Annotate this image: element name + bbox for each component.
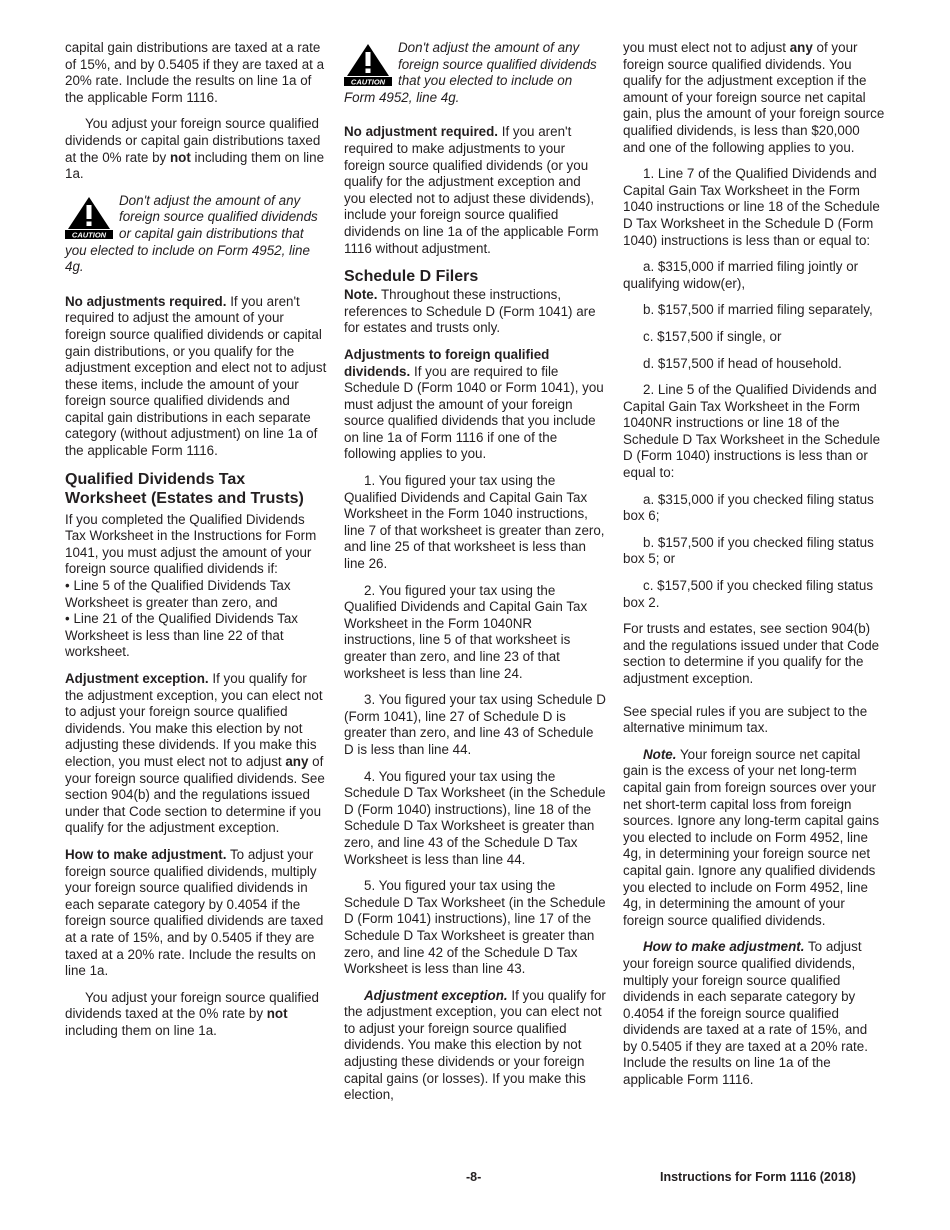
text: including them on line 1a.: [65, 149, 325, 182]
text: To adjust your foreign source qualified dividends, multiply your foreign source qualified dividends in each separate category by 0.4054 if the foreign source qualified dividends are taxed at a rate of 15%, and by 0.5405 if they are taxed at a 20% rate. Include the results on line 1a of the applicable Form 1116.: [623, 939, 868, 1088]
sub-item: a. $315,000 if married filing jointly or qualifying widow(er),: [623, 259, 859, 291]
bullet-item: [65, 578, 327, 611]
paragraph: [344, 347, 606, 463]
caution-text: Don't adjust the amount of any foreign source qualified dividends that you elected to include on Form 4952, line 4g.: [344, 40, 597, 105]
list-item: 2. Line 5 of the Qualified Dividends and Capital Gain Tax Worksheet in the Form 1040NR instructions or line 18 of the Schedule D Tax Worksheet in the Schedule D (Form 1040) instructions is less than or equal to:: [623, 382, 881, 481]
list-item: 1. You figured your tax using the Qualified Dividends and Capital Gain Tax Worksheet in the Form 1040 instructions, line 7 of that worksheet is greater than zero, and line 25 of that worksheet is less than line 26.: [344, 473, 605, 572]
sub-item: c. $157,500 if single, or: [643, 328, 782, 344]
sub-item: b. $157,500 if you checked filing status box 5; or: [623, 534, 874, 567]
text: If you qualify for the adjustment exception, you can elect not to adjust your foreign source qualified dividends. You make this election by not adjusting these dividends or your foreign capital gains (or losses). If you make this election,: [344, 987, 606, 1103]
paragraph: [65, 990, 327, 1040]
list-item: 2. You figured your tax using the Qualified Dividends and Capital Gain Tax Worksheet in the Form 1040NR instructions, line 5 of that worksheet is greater than zero, and line 23 of that worksheet is less than line 24.: [344, 582, 588, 681]
caution-note: [65, 193, 327, 276]
caution-text: Don't adjust the amount of any foreign source qualified dividends or capital gain distributions that you elected to include on Form 4952, line 4g.: [65, 192, 318, 275]
caution-icon: [344, 42, 392, 86]
document-title: Instructions for Form 1116 (2018): [660, 1170, 856, 1184]
paragraph: [65, 671, 327, 837]
run-in-heading: Note.: [344, 287, 378, 303]
sub-item: d. $157,500 if head of household.: [643, 355, 842, 371]
run-in-heading: Adjustments to foreign qualified dividends.: [344, 346, 550, 379]
page-number: -8-: [466, 1170, 482, 1184]
bold-text: any: [789, 40, 813, 55]
bold-text: not: [169, 149, 191, 165]
bullet-mark: •: [65, 578, 70, 594]
paragraph: capital gain distributions are taxed at a rate of 15%, and by 0.5405 if they are taxed at a 20% rate. Include the results on line 1a of the applicable Form 1116.: [65, 40, 325, 105]
text: Line 5 of the Qualified Dividends Tax Worksheet is greater than zero, and: [65, 578, 291, 610]
section-heading: Qualified Dividends Tax Worksheet (Estates and Trusts): [65, 470, 304, 507]
paragraph: [65, 847, 327, 980]
paragraph: [344, 287, 606, 337]
paragraph: See special rules if you are subject to the alternative minimum tax.: [623, 703, 868, 736]
run-in-heading: No adjustment required.: [344, 124, 499, 140]
column-2: [344, 40, 606, 1114]
caution-label: CAUTION: [71, 230, 107, 239]
bullet-item: [65, 611, 327, 661]
text: You adjust your foreign source qualified dividends or capital gain distributions taxed at the 0% rate by: [65, 116, 321, 165]
caution-note: [344, 40, 606, 106]
text: Line 21 of the Qualified Dividends Tax Worksheet is less than line 22 of that worksheet.: [65, 611, 298, 660]
text: of your foreign source qualified dividends. You qualify for the adjustment exception if the amount of your foreign source net capital gain, plus the amount of your foreign source qualified dividends, is less than $20,000 and one of the following applies to you.: [623, 40, 885, 155]
run-in-heading: Adjustment exception.: [65, 671, 209, 686]
paragraph: [623, 939, 885, 1088]
list-item: 5. You figured your tax using the Schedule D Tax Worksheet (in the Schedule D (Form 1041) instructions), line 17 of the Schedule D Tax Worksheet is greater than zero, and line 42 of the Schedule D Tax Worksheet is less than line 43.: [344, 878, 606, 977]
paragraph: If you completed the Qualified Dividends Tax Worksheet in the Instructions for Form 1041, you must adjust the amount of your foreign source qualified dividends if:: [65, 511, 317, 577]
run-in-heading: How to make adjustment.: [643, 939, 805, 955]
text: You adjust your foreign source qualified dividends taxed at the 0% rate by: [65, 989, 319, 1022]
list-item: 4. You figured your tax using the Schedule D Tax Worksheet (in the Schedule D (Form 1040) instructions), line 18 of the Schedule D Tax Worksheet is greater than zero, and line 43 of the Schedule D Tax Worksheet is less than line 44.: [344, 768, 606, 867]
paragraph: [623, 40, 885, 156]
text: If you are required to file Schedule D (Form 1040 or Form 1041), you must adjust the amount of your foreign source qualified dividends that you include on line 1a of Form 1116 if one of the following applies to you.: [344, 363, 604, 462]
run-in-heading: How to make adjustment.: [65, 846, 227, 862]
run-in-heading: Adjustment exception.: [364, 987, 508, 1003]
text: If you qualify for the adjustment exception, you can elect not to adjust your foreign source qualified dividends. You make this election by not adjusting these dividends. If you make this election, you must elect not to adjust: [65, 671, 323, 769]
paragraph: For trusts and estates, see section 904(b) and the regulations issued under that Code section to determine if you qualify for the adjustment exception.: [623, 621, 880, 686]
caution-label: CAUTION: [350, 77, 386, 86]
paragraph: [65, 294, 327, 460]
column-3: [623, 40, 885, 1099]
sub-item: b. $157,500 if married filing separately,: [643, 302, 873, 318]
text: you must elect not to adjust: [623, 40, 790, 55]
list-item: 1. Line 7 of the Qualified Dividends and Capital Gain Tax Worksheet in the Form 1040 instructions or line 18 of the Schedule D Tax Worksheet in the Schedule D (Form 1040) instructions is less than or equal to:: [623, 166, 880, 248]
list-item: 3. You figured your tax using Schedule D (Form 1041), line 27 of Schedule D is greater than zero, and line 43 of Schedule D is less than line 44.: [344, 692, 606, 757]
text: Your foreign source net capital gain is the excess of your net long-term capital gain from foreign sources over your net short-term capital loss from foreign sources. Ignore any long-term capital gains you elected to include on Form 4952, line 4g, in determining your foreign source net capital gain. Ignore any qualified dividends you elected to include on Form 4952, line 4g, in determining the amount of your foreign source qualified dividends.: [623, 746, 880, 928]
bullet-mark: •: [65, 611, 70, 627]
section-heading: Schedule D Filers: [344, 268, 479, 286]
paragraph: [623, 747, 885, 930]
text: If you aren't required to adjust the amount of your foreign source qualified dividends or capital gain distributions, or you qualify for the adjustment exception and elect not to adjust these items, include the amount of your foreign source qualified dividends and capital gain distributions in each separate category (without adjustment) on line 1a of the applicable Form 1116.: [65, 293, 327, 459]
column-1: [65, 40, 327, 1049]
text: of your foreign source qualified dividends. See section 904(b) and the regulations issued under that Code section to determine if you qualify for the adjustment exception.: [65, 753, 325, 836]
sub-item: c. $157,500 if you checked filing status box 2.: [623, 578, 874, 610]
text: including them on line 1a.: [65, 1022, 217, 1038]
run-in-heading: No adjustments required.: [65, 293, 227, 309]
caution-icon: [65, 195, 113, 239]
sub-item: a. $315,000 if you checked filing status box 6;: [623, 491, 874, 524]
text: To adjust your foreign source qualified dividends, multiply your foreign source qualified dividends in each separate category by 0.4054 if the foreign source qualified dividends are taxed at a rate of 15%, and by 0.5405 if they are taxed at a 20% rate. Include the results on line 1a.: [65, 846, 324, 979]
bold-text: not: [266, 1006, 288, 1022]
paragraph: [344, 124, 606, 257]
bold-text: any: [285, 753, 309, 769]
paragraph: [344, 988, 606, 1104]
text: Throughout these instructions, references to Schedule D (Form 1041) are for estates and trusts only.: [344, 287, 596, 336]
text: If you aren't required to make adjustments to your foreign source qualified dividends (or you qualify for the adjustment exception and you elected not to adjust these dividends), include your foreign source qualified dividends on line 1a of the applicable Form 1116 without adjustment.: [344, 124, 599, 256]
run-in-heading: Note.: [643, 746, 677, 762]
paragraph: [65, 116, 327, 182]
